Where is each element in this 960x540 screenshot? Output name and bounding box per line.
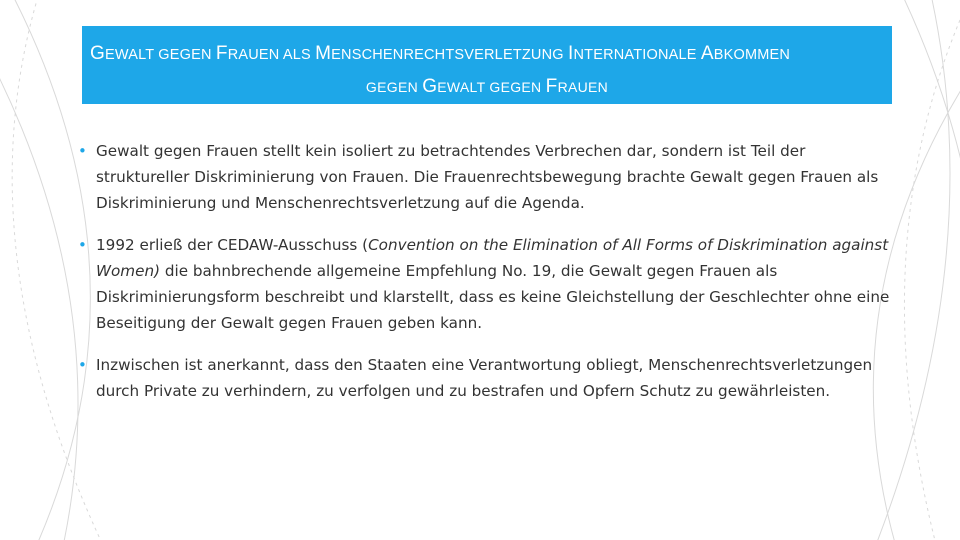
title-segment: F bbox=[545, 76, 558, 97]
title-segment: A bbox=[700, 43, 714, 64]
bullet-item bbox=[78, 138, 898, 216]
bullet-text: die bahnbrechende allgemeine Empfehlung No. 19, die Gewalt gegen Frauen als Diskriminierungsform beschreibt und klarstellt, dass es keine Gleichstellung der Geschlechter ohne eine Beseitigung der Gewalt gegen Frauen geben kann. bbox=[96, 262, 890, 332]
slide-bullet-list bbox=[78, 138, 898, 420]
bullet-text: Gewalt gegen Frauen stellt kein isoliert zu betrachtendes Verbrechen dar, sondern ist Teil der struktureller Diskriminierung von Frauen. Die Frauenrechtsbewegung brachte Gewalt gegen Frauen als Diskriminierung und Menschenrechtsverletzung auf die Agenda. bbox=[96, 142, 879, 212]
title-segment: G bbox=[90, 43, 105, 64]
title-segment: RAUEN ALS bbox=[227, 47, 316, 63]
title-segment: I bbox=[568, 43, 574, 64]
title-segment: G bbox=[422, 76, 438, 97]
title-segment: M bbox=[315, 43, 332, 64]
title-segment: NTERNATIONALE bbox=[573, 47, 701, 63]
bullet-dot-icon: • bbox=[78, 236, 87, 254]
bullet-item bbox=[78, 352, 898, 404]
bullet-item bbox=[78, 232, 898, 336]
slide-title-line-1 bbox=[90, 43, 900, 65]
title-segment: GEGEN bbox=[365, 79, 423, 95]
title-segment: BKOMMEN bbox=[713, 47, 791, 63]
title-segment: F bbox=[215, 43, 228, 64]
slide-title-banner bbox=[82, 26, 892, 104]
bullet-text: Inzwischen ist anerkannt, dass den Staaten eine Verantwortung obliegt, Menschenrechtsverletzungen durch Private zu verhindern, zu verfolgen und zu bestrafen und Opfern Schutz zu gewährleisten. bbox=[96, 356, 873, 400]
title-segment: EWALT GEGEN bbox=[437, 79, 546, 95]
title-segment: RAUEN bbox=[557, 79, 609, 95]
bullet-text: 1992 erließ der CEDAW-Ausschuss ( bbox=[96, 236, 369, 254]
title-segment: EWALT GEGEN bbox=[104, 47, 216, 63]
bullet-dot-icon: • bbox=[78, 356, 87, 374]
slide-title-line-2 bbox=[82, 76, 892, 98]
title-segment: ENSCHENRECHTSVERLETZUNG bbox=[331, 47, 568, 63]
bullet-dot-icon: • bbox=[78, 142, 87, 160]
bullet-italic-text: Convention on the Elimination of All Forms of Diskrimination against Women) bbox=[96, 236, 889, 280]
